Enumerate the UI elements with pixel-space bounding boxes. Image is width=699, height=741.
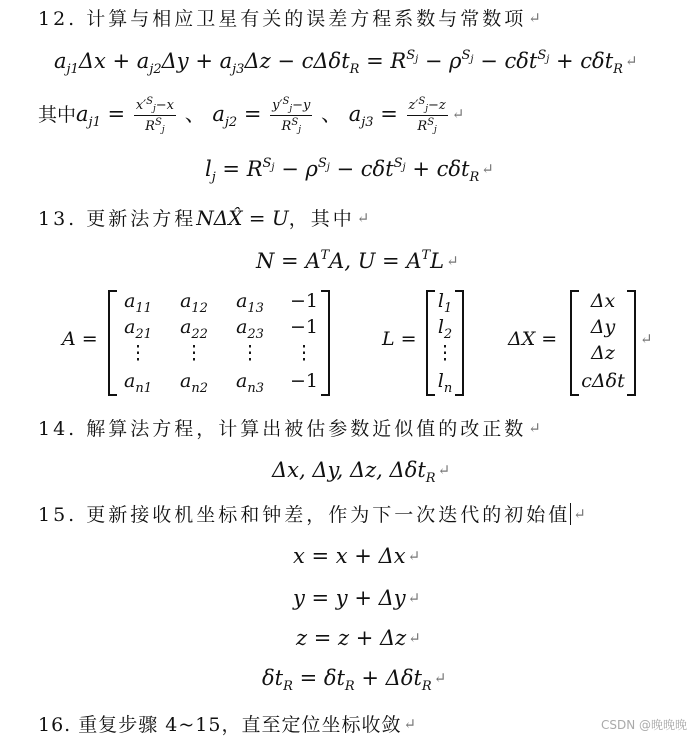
step-12-heading: 12. 计算与相应卫星有关的误差方程系数与常数项 ↵ — [38, 8, 541, 30]
normal-equation-definition: $N = A^TA$, $U = A^TL$ ↵ — [256, 248, 459, 273]
matrix-definitions: A = $a_{11}$ $a_{12}$ $a_{13}$ −1 $a_{21}$ $a_{22}$ $a_{23}$ −1 ⋮ ⋮ ⋮ ⋮ $a_{n1}$ $a_{n2}$ $a_{n3}$ −1 L = $l_1$ $l_2$ ⋮ $l_n$ ΔX = Δx Δy Δz cΔδt ↵ — [62, 290, 653, 396]
matrix-dx-label: ΔX = — [508, 328, 558, 350]
step-14-heading: 14. 解算法方程，计算出被估参数近似值的改正数 ↵ — [38, 418, 541, 440]
watermark: CSDN @晚晚晚 — [600, 718, 687, 732]
text-cursor — [570, 503, 571, 525]
matrix-a-label: A = — [62, 328, 98, 350]
matrix-l-label: L = — [382, 328, 417, 350]
update-y: y = y + Δy ↵ — [293, 586, 421, 610]
update-clock: $\delta t_R = \delta t_R + \Delta\delta t_R$ ↵ — [262, 666, 447, 694]
step-16-heading: 16. 重复步骤 4~15，直至定位坐标收敛 ↵ — [38, 714, 417, 736]
matrix-a: $a_{11}$ $a_{12}$ $a_{13}$ −1 $a_{21}$ $a_{22}$ $a_{23}$ −1 ⋮ ⋮ ⋮ ⋮ $a_{n1}$ $a_{n2}$ $a_{n3}$ −1 — [108, 290, 330, 396]
matrix-dx: Δx Δy Δz cΔδt — [570, 290, 636, 396]
constant-term-equation: $l_j = R^{S_j} - \rho^{S_j} - c\delta t^{S_j} + c\delta t_R$ ↵ — [205, 156, 494, 185]
step-15-heading: 15. 更新接收机坐标和钟差，作为下一次迭代的初始值 ↵ — [38, 504, 586, 526]
coefficient-definitions: 其中$a_{j1}$ = $\frac{x'^S_j-x}{R^S_j}$ 、 $a_{j2}$ = $\frac{y'^S_j-y}{R^S_j}$ 、 $a_{j3}$ = $\frac{z'^S_j-z}{R^S_j}$ ↵ — [38, 96, 465, 135]
error-equation: $a_{j1}\Delta x + a_{j2}\Delta y + a_{j3}\Delta z - c\Delta\delta t_R = R^{S_j} - \rho^{S_j} - c\delta t^{S_j} + c\delta t_R$ ↵ — [54, 48, 638, 77]
matrix-l: $l_1$ $l_2$ ⋮ $l_n$ — [426, 290, 464, 396]
update-x: x = x + Δx ↵ — [293, 544, 421, 568]
correction-list: Δx, Δy, Δz, Δδt$_R$ ↵ — [272, 458, 451, 486]
update-z: z = z + Δz ↵ — [296, 626, 421, 650]
step-13-heading: 13. 更新法方程NΔX̂ = U，其中 ↵ — [38, 206, 370, 230]
